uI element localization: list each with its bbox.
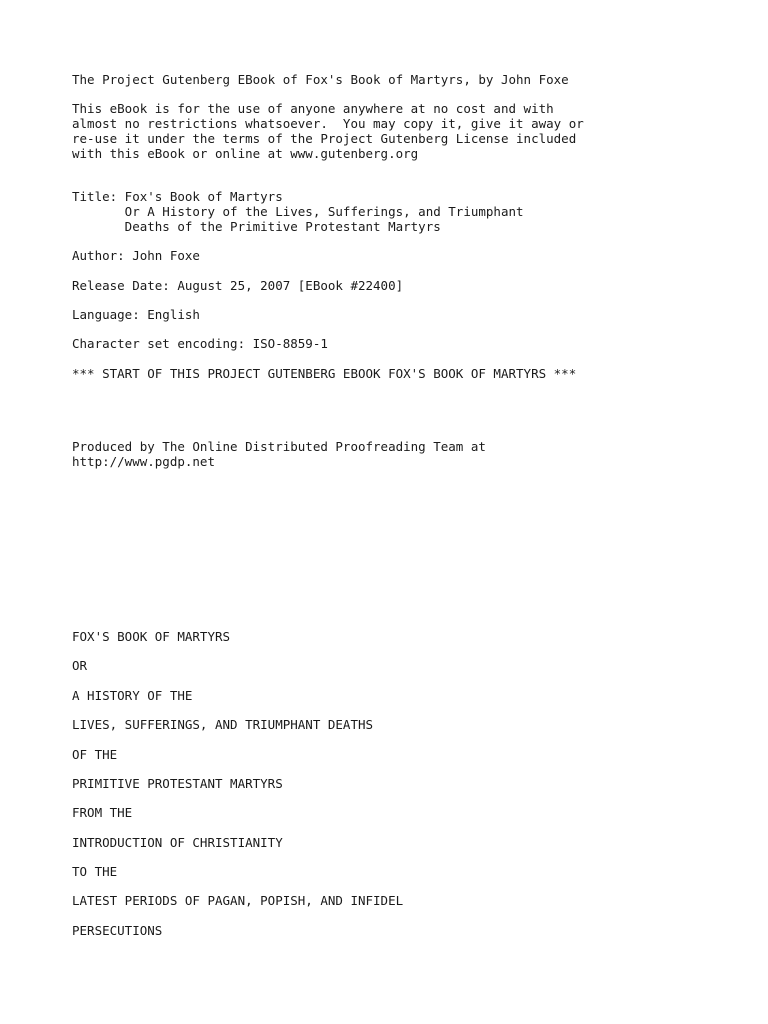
title-line-1: Title: Fox's Book of Martyrs (72, 189, 283, 204)
author-line: Author: John Foxe (72, 248, 200, 263)
title-page-line: OF THE (72, 747, 118, 762)
title-page-line: FROM THE (72, 805, 133, 820)
title-page-line: FOX'S BOOK OF MARTYRS (72, 629, 231, 644)
title-page-line: PRIMITIVE PROTESTANT MARTYRS (72, 776, 283, 791)
title-line-3: Deaths of the Primitive Protestant Martyrs (72, 219, 441, 234)
release-date-line: Release Date: August 25, 2007 [EBook #22400] (72, 278, 404, 293)
title-page-line: INTRODUCTION OF CHRISTIANITY (72, 835, 283, 850)
title-page-line: TO THE (72, 864, 118, 879)
credits-line-1: Produced by The Online Distributed Proofreading Team at (72, 439, 486, 454)
title-page-line: LATEST PERIODS OF PAGAN, POPISH, AND INFIDEL (72, 893, 404, 908)
license-line-4: with this eBook or online at www.gutenberg.org (72, 146, 419, 161)
title-page-line: OR (72, 658, 88, 673)
license-line-3: re-use it under the terms of the Project Gutenberg License included (72, 131, 577, 146)
title-page-line: LIVES, SUFFERINGS, AND TRIUMPHANT DEATHS (72, 717, 374, 732)
ebook-header-line: The Project Gutenberg EBook of Fox's Book of Martyrs, by John Foxe (72, 72, 569, 87)
title-line-2: Or A History of the Lives, Sufferings, and Triumphant (72, 204, 524, 219)
encoding-line: Character set encoding: ISO-8859-1 (72, 336, 328, 351)
start-marker-line: *** START OF THIS PROJECT GUTENBERG EBOOK FOX'S BOOK OF MARTYRS *** (72, 366, 577, 381)
language-line: Language: English (72, 307, 200, 322)
title-page-line: PERSECUTIONS (72, 923, 163, 938)
license-line-2: almost no restrictions whatsoever. You may copy it, give it away or (72, 116, 584, 131)
credits-url-line: http://www.pgdp.net (72, 454, 215, 469)
license-line-1: This eBook is for the use of anyone anywhere at no cost and with (72, 101, 554, 116)
title-page-line: A HISTORY OF THE (72, 688, 193, 703)
